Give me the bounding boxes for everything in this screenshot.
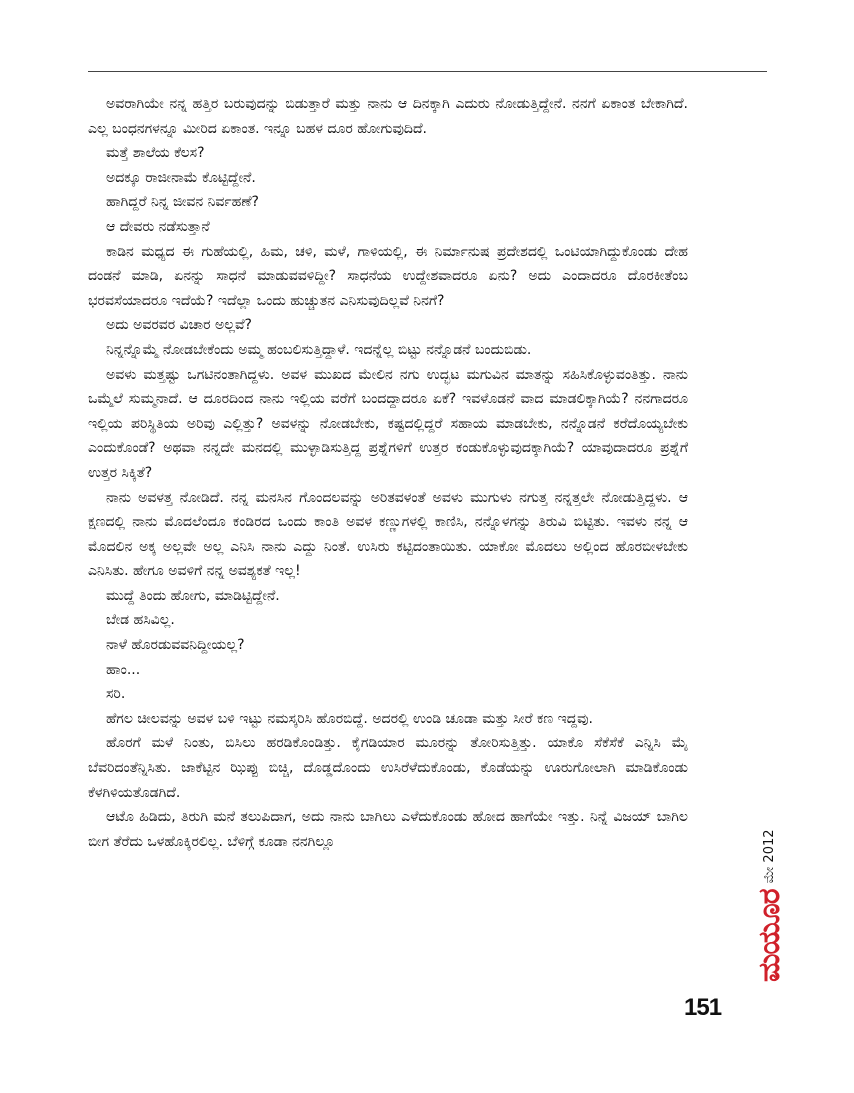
paragraph: ಸರಿ.: [106, 686, 126, 703]
paragraph: ಕಾಡಿನ ಮಧ್ಯದ ಈ ಗುಹೆಯಲ್ಲಿ, ಹಿಮ, ಚಳಿ, ಮಳೆ, ಗಾಳಿಯಲ್ಲಿ, ಈ ನಿರ್ಮಾನುಷ ಪ್ರದೇಶದಲ್ಲಿ ಒಂಟಿಯಾಗಿದ್ದುಕೊಂಡು ದೇಹ ದಂಡನೆ ಮಾಡಿ, ಏನನ್ನು ಸಾಧನೆ ಮಾಡುವವಳಿದ್ದೀ? ಸಾಧನೆಯ ಉದ್ದೇಶವಾದರೂ ಏನು? ಅದು ಎಂದಾದರೂ ದೊರಕೀತೆಂಬ ಭರವಸೆಯಾದರೂ ಇದೆಯೆ? ಇದೆಲ್ಲಾ ಒಂದು ಹುಚ್ಚುತನ ಎನಿಸುವುದಿಲ್ಲವೆ ನಿನಗೆ?: [88, 243, 688, 309]
paragraph: ಅವರಾಗಿಯೇ ನನ್ನ ಹತ್ತಿರ ಬರುವುದನ್ನು ಬಿಡುತ್ತಾರೆ ಮತ್ತು ನಾನು ಆ ದಿನಕ್ಕಾಗಿ ಎದುರು ನೋಡುತ್ತಿದ್ದೇನೆ. ನನಗೆ ಏಕಾಂತ ಬೇಕಾಗಿದೆ. ಎಲ್ಲ ಬಂಧನಗಳನ್ನೂ ಮೀರಿದ ಏಕಾಂತ. ಇನ್ನೂ ಬಹಳ ದೂರ ಹೋಗುವುದಿದೆ.: [88, 96, 688, 137]
paragraph: ಹಾಂ...: [106, 661, 141, 678]
paragraph: ಹೊರಗೆ ಮಳೆ ನಿಂತು, ಬಿಸಿಲು ಹರಡಿಕೊಂಡಿತ್ತು. ಕೈಗಡಿಯಾರ ಮೂರನ್ನು ತೋರಿಸುತ್ತಿತ್ತು. ಯಾಕೊ ಸೆಕೆಸೆಕೆ ಎನ್ನಿಸಿ ಮೈ ಬೆವರಿದಂತೆನ್ನಿಸಿತು. ಜಾಕೆಟ್ಟಿನ ಝಿಪ್ಪು ಬಿಚ್ಚಿ, ದೊಡ್ಡದೊಂದು ಉಸಿರೆಳೆದುಕೊಂಡು, ಕೊಡೆಯನ್ನು ಊರುಗೋಲಾಗಿ ಮಾಡಿಕೊಂಡು ಕೆಳಗಿಳಿಯತೊಡಗಿದೆ.: [88, 735, 688, 801]
paragraph: ಮುದ್ದೆ ತಿಂದು ಹೋಗು, ಮಾಡಿಟ್ಟಿದ್ದೇನೆ.: [106, 587, 280, 604]
issue-date: ಮೇ 2012: [761, 829, 777, 884]
page-number: 151: [684, 994, 722, 1021]
magazine-side-label: [684, 829, 854, 982]
paragraph: ಆ ದೇವರು ನಡೆಸುತ್ತಾನೆ: [106, 218, 210, 235]
paragraph: ನಾಳೆ ಹೊರಡುವವನಿದ್ದೀಯಲ್ಲ?: [106, 637, 245, 654]
paragraph: ಅದಕ್ಕೂ ರಾಜೀನಾಮೆ ಕೊಟ್ಟಿದ್ದೇನೆ.: [106, 169, 256, 186]
paragraph: ನಾನು ಅವಳತ್ತ ನೋಡಿದೆ. ನನ್ನ ಮನಸಿನ ಗೊಂದಲವನ್ನು ಅರಿತವಳಂತೆ ಅವಳು ಮುಗುಳು ನಗುತ್ತ ನನ್ನತ್ತಲೇ ನೋಡುತ್ತಿದ್ದಳು. ಆ ಕ್ಷಣದಲ್ಲಿ ನಾನು ಮೊದಲೆಂದೂ ಕಂಡಿರದ ಒಂದು ಕಾಂತಿ ಅವಳ ಕಣ್ಣುಗಳಲ್ಲಿ ಕಾಣಿಸಿ, ನನ್ನೊಳಗನ್ನು ತಿರುವಿ ಬಿಟ್ಟಿತು. ಇವಳು ನನ್ನ ಆ ಮೊದಲಿನ ಅಕ್ಕ ಅಲ್ಲವೇ ಅಲ್ಲ ಎನಿಸಿ ನಾನು ಎದ್ದು ನಿಂತೆ. ಉಸಿರು ಕಟ್ಟಿದಂತಾಯಿತು. ಯಾಕೋ ಮೊದಲು ಅಲ್ಲಿಂದ ಹೊರಬೀಳಬೇಕು ಎನಿಸಿತು. ಹೇಗೂ ಅವಳಿಗೆ ನನ್ನ ಅವಶ್ಯಕತೆ ಇಲ್ಲ!: [88, 489, 688, 580]
article-body: [88, 92, 688, 854]
magazine-logo: ಮಯೂರ: [751, 889, 787, 982]
paragraph: ಅವಳು ಮತ್ತಷ್ಟು ಒಗಟಿನಂತಾಗಿದ್ದಳು. ಅವಳ ಮುಖದ ಮೇಲಿನ ನಗು ಉದ್ಭಟ ಮಗುವಿನ ಮಾತನ್ನು ಸಹಿಸಿಕೊಳ್ಳುವಂತಿತ್ತು. ನಾನು ಒಮ್ಮೆಲೆ ಸುಮ್ಮನಾದೆ. ಆ ದೂರದಿಂದ ನಾನು ಇಲ್ಲಿಯ ವರೆಗೆ ಬಂದದ್ದಾದರೂ ಏಕೆ? ಇವಳೊಡನೆ ವಾದ ಮಾಡಲಿಕ್ಕಾಗಿಯೆ? ನನಗಾದರೂ ಇಲ್ಲಿಯ ಪರಿಸ್ಥಿತಿಯ ಅರಿವು ಎಲ್ಲಿತ್ತು? ಅವಳನ್ನು ನೋಡಬೇಕು, ಕಷ್ಟದಲ್ಲಿದ್ದರೆ ಸಹಾಯ ಮಾಡಬೇಕು, ನನ್ನೊಡನೆ ಕರೆದೊಯ್ಯಬೇಕು ಎಂದುಕೊಂಡೆ? ಅಥವಾ ನನ್ನದೇ ಮನದಲ್ಲಿ ಮುಳ್ಳಾಡಿಸುತ್ತಿದ್ದ ಪ್ರಶ್ನೆಗಳಿಗೆ ಉತ್ತರ ಕಂಡುಕೊಳ್ಳುವುದಕ್ಕಾಗಿಯೆ? ಯಾವುದಾದರೂ ಪ್ರಶ್ನೆಗೆ ಉತ್ತರ ಸಿಕ್ಕಿತೆ?: [88, 366, 688, 481]
paragraph: ಹೆಗಲ ಚೀಲವನ್ನು ಅವಳ ಬಳಿ ಇಟ್ಟು ನಮಸ್ಕರಿಸಿ ಹೊರಬಿದ್ದೆ. ಅದರಲ್ಲಿ ಉಂಡಿ ಚೂಡಾ ಮತ್ತು ಸೀರೆ ಕಣ ಇದ್ದವು.: [106, 710, 593, 727]
paragraph: ಅದು ಅವರವರ ವಿಚಾರ ಅಲ್ಲವೆ?: [106, 317, 252, 334]
paragraph: ಹಾಗಿದ್ದರೆ ನಿನ್ನ ಜೀವನ ನಿರ್ವಹಣೆ?: [106, 194, 259, 211]
paragraph: ಮತ್ತೆ ಶಾಲೆಯ ಕೆಲಸ?: [106, 145, 205, 162]
paragraph: ನಿನ್ನನ್ನೊಮ್ಮೆ ನೋಡಬೇಕೆಂದು ಅಮ್ಮ ಹಂಬಲಿಸುತ್ತಿದ್ದಾಳೆ. ಇದನ್ನೆಲ್ಲ ಬಿಟ್ಟು ನನ್ನೊಡನೆ ಬಂದುಬಿಡು.: [106, 341, 532, 358]
top-rule: [88, 71, 767, 72]
paragraph: ಆಟೊ ಹಿಡಿದು, ತಿರುಗಿ ಮನೆ ತಲುಪಿದಾಗ, ಅದು ನಾನು ಬಾಗಿಲು ಎಳೆದುಕೊಂಡು ಹೋದ ಹಾಗೆಯೇ ಇತ್ತು. ನಿನ್ನೆ ವಿಜಯ್ ಬಾಗಿಲ ಬೀಗ ತೆರೆದು ಒಳಹೊಕ್ಕಿರಲಿಲ್ಲ. ಬೆಳಿಗ್ಗೆ ಕೂಡಾ ನನಗಿಲ್ಲೂ: [88, 809, 688, 850]
paragraph: ಬೇಡ ಹಸಿವಿಲ್ಲ.: [106, 612, 175, 629]
